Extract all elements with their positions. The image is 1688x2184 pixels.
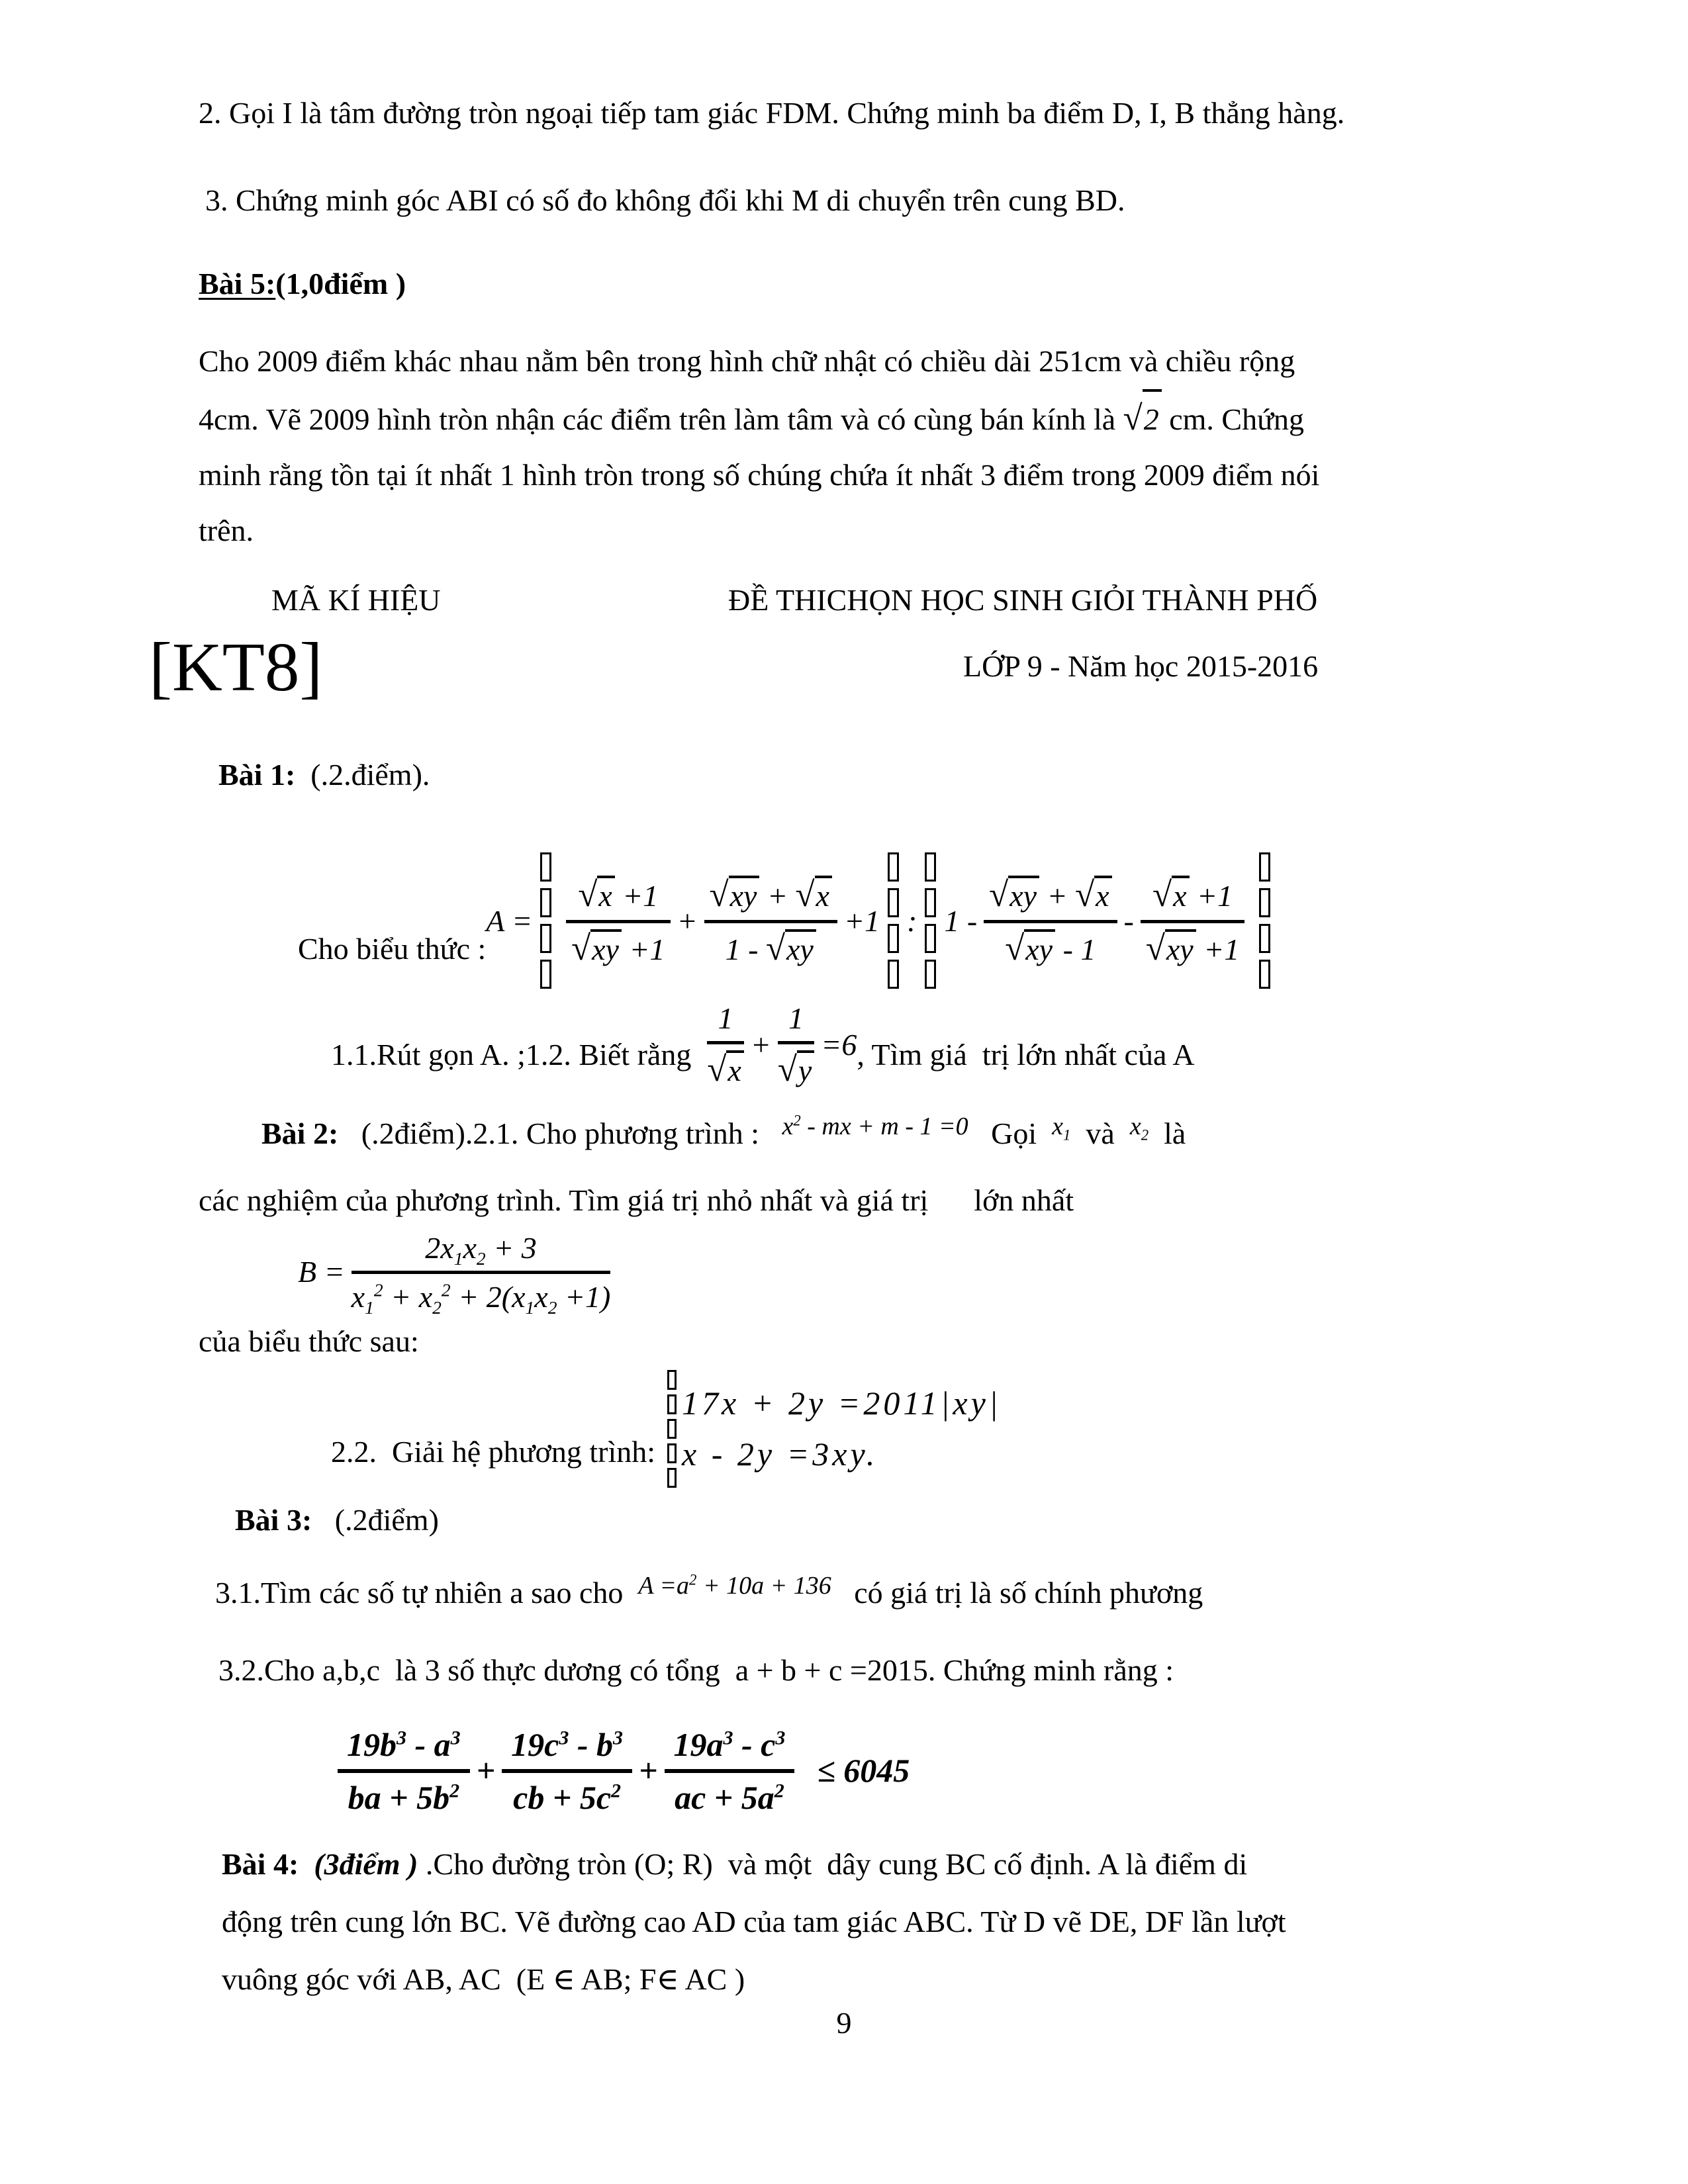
bai4-line-3: vuông góc với AB, AC (E ∈ AB; F∈ AC ) [222, 1962, 745, 1996]
bai1-lead: Cho biểu thức : [298, 932, 487, 966]
bai1-label: Bài 1: [218, 758, 296, 792]
fraction [338, 1724, 470, 1817]
system-equation-1: 17x + 2y =2011|xy| [682, 1384, 1002, 1422]
left-bracket-boxes [925, 852, 936, 989]
exam-code: [KT8] [149, 628, 323, 705]
B-formula [298, 1229, 617, 1318]
bai2-va: và [1086, 1116, 1115, 1150]
fraction-numerator: $19c^3 - b^3$ [502, 1724, 632, 1773]
bai1-condition-formula [700, 999, 857, 1089]
bai2-intro: (.2điểm).2.1. Cho phương trình : [361, 1116, 759, 1150]
fraction [502, 1724, 632, 1817]
fraction-denominator: cb + $5c^2$ [513, 1779, 622, 1816]
fraction-denominator: 1 - √ xy [704, 923, 837, 968]
bai2-label: Bài 2: [261, 1116, 339, 1150]
bai5-line-2-pre: 4cm. Vẽ 2009 hình tròn nhận các điểm trên làm tâm và có cùng bán kính là [199, 402, 1116, 436]
right-bracket-boxes [888, 852, 899, 989]
system-equation-2: x - 2y =3xy. [682, 1435, 878, 1473]
fraction-denominator: $x_1^2 + x_2^2 + 2(x_1x_2 +1)$ [351, 1279, 611, 1318]
minus-operator: - [1123, 903, 1134, 938]
fraction-numerator: $19a^3 - c^3$ [665, 1724, 795, 1773]
bai5-points: (1,0điểm ) [275, 267, 406, 300]
less-equal-6045: ≤ 6045 [817, 1752, 910, 1789]
bai1-q1: 1.1.Rút gọn A. ;1.2. Biết rằng [331, 1038, 692, 1071]
division-colon: : [907, 903, 917, 938]
x2-symbol: x2 [1129, 1113, 1149, 1144]
bai4-paragraph [199, 1835, 1529, 2008]
bai5-line-1: Cho 2009 điểm khác nhau nằm bên trong hình chữ nhật có chiều dài 251cm và chiều rộng [199, 344, 1295, 378]
intro-item-3: 3. Chứng minh góc ABI có số đo không đổi khi M di chuyển trên cung BD. [205, 183, 1125, 217]
bai2-line-3: của biểu thức sau: [199, 1324, 419, 1358]
bai2-B-formula-row [199, 1229, 1529, 1318]
bai1-formula-row [199, 852, 1529, 989]
bai5-line-2-post: cm. Chứng [1169, 402, 1304, 436]
fraction [704, 874, 837, 968]
fraction-numerator: √ xy + √ x [984, 874, 1117, 923]
plus-one-term: +1 [843, 903, 880, 938]
bai1-points: (.2.điểm). [310, 758, 430, 792]
fraction-numerator: √ x +1 [1141, 874, 1244, 923]
bai2-quadratic-equation: x2 - mx + m - 1 =0 [782, 1112, 968, 1140]
fraction-numerator: 1 [707, 999, 743, 1044]
x1-symbol: x1 [1052, 1113, 1071, 1144]
bai4-line-1-text: .Cho đường tròn (O; R) và một dây cung BC cố định. A là điểm di [425, 1847, 1248, 1881]
bai2-la: là [1164, 1116, 1186, 1150]
fraction [1141, 874, 1244, 968]
fraction-numerator: √ x +1 [566, 874, 670, 923]
bai1-formula-A [486, 852, 1278, 989]
formula-A-lhs: A = [486, 903, 533, 938]
exam-code-label: MÃ KÍ HIỆU [271, 583, 441, 617]
bai2-goi: Gọi [991, 1116, 1037, 1150]
bai3-A-equation: A =a2 + 10a + 136 [638, 1571, 831, 1600]
intro-item-2: 2. Gọi I là tâm đường tròn ngoại tiếp tam giác FDM. Chứng minh ba điểm D, I, B thẳng hàng. [199, 96, 1345, 130]
fraction [351, 1229, 611, 1318]
fraction-denominator: √ xy - 1 [984, 923, 1117, 968]
equals-six: =6 [821, 1027, 857, 1062]
bai4-line-1 [222, 1835, 1529, 1893]
bai5-line-3: minh rằng tồn tại ít nhất 1 hình tròn trong số chúng chứa ít nhất 3 điểm trong 2009 điểm nói [199, 458, 1320, 492]
bai3-points: (.2điểm) [334, 1503, 439, 1537]
bai4-line-2: động trên cung lớn BC. Vẽ đường cao AD của tam giác ABC. Từ D vẽ DE, DF lần lượt [222, 1905, 1286, 1938]
bai3-label: Bài 3: [235, 1503, 312, 1537]
fraction-numerator: 1 [778, 999, 814, 1044]
bai1-heading [199, 748, 1529, 802]
bai3-heading [199, 1493, 1529, 1547]
bai2-system-row [199, 1370, 1529, 1488]
bai3-inequality-row [199, 1724, 1529, 1817]
bai5-line-4: trên. [199, 514, 254, 547]
bai3-q31b: có giá trị là số chính phương [854, 1576, 1203, 1610]
bai2-heading-row [199, 1107, 1529, 1163]
one-minus-term: 1 - [944, 903, 978, 938]
exam-subtitle: LỚP 9 - Năm học 2015-2016 [963, 649, 1319, 683]
bai3-q31-row [199, 1563, 1529, 1625]
brace-boxes [667, 1370, 677, 1488]
inequality-formula [331, 1724, 910, 1817]
fraction-numerator: √ xy + √ x [704, 874, 837, 923]
bai3-q32: 3.2.Cho a,b,c là 3 số thực dương có tổng a + b + c =2015. Chứng minh rằng : [218, 1653, 1174, 1687]
exam-title-block [622, 573, 1529, 707]
sqrt-2-radical: √ 2 [1123, 402, 1162, 436]
bai1-q2: , Tìm giá trị lớn nhất của A [857, 1038, 1195, 1071]
bai4-points: (3điểm ) [314, 1847, 418, 1881]
B-lhs: B = [298, 1255, 345, 1289]
bai1-question-row [199, 999, 1529, 1089]
fraction [665, 1724, 795, 1817]
left-bracket-boxes [540, 852, 551, 989]
bai3-q31a: 3.1.Tìm các số tự nhiên a sao cho [215, 1576, 624, 1610]
fraction-denominator: √ xy +1 [566, 923, 670, 968]
fraction-numerator: $2x_1x_2 + 3$ [352, 1229, 611, 1274]
plus-operator: + [750, 1027, 771, 1062]
fraction-numerator: $19b^3 - a^3$ [338, 1724, 470, 1773]
right-bracket-boxes [1259, 852, 1270, 989]
fraction-denominator: √ y [778, 1044, 814, 1089]
fraction [778, 999, 814, 1089]
fraction-denominator: ac + $5a^2$ [675, 1779, 784, 1816]
plus-operator: + [677, 903, 698, 938]
fraction-denominator: ba + $5b^2$ [348, 1779, 460, 1816]
bai4-label: Bài 4: [222, 1847, 299, 1881]
plus-operator: + [476, 1752, 496, 1789]
fraction-denominator: √ x [707, 1044, 743, 1089]
page-number: 9 [836, 2006, 852, 2040]
fraction [984, 874, 1117, 968]
fraction-denominator: √ xy +1 [1141, 923, 1244, 968]
exam-code-block [149, 573, 622, 707]
bai5-label: Bài 5: [199, 267, 276, 300]
bai5-heading [199, 257, 1529, 311]
bai5-paragraph [199, 334, 1529, 559]
bai2-line-2: các nghiệm của phương trình. Tìm giá trị nhỏ nhất và giá trị lớn nhất [199, 1183, 1074, 1217]
exam-header [149, 573, 1529, 707]
system-equations [682, 1385, 1002, 1474]
plus-operator: + [639, 1752, 658, 1789]
fraction [707, 999, 743, 1089]
system-of-equations [662, 1370, 1002, 1488]
bai5-line-2 [199, 389, 1529, 447]
fraction [566, 874, 670, 968]
bai2-q22: 2.2. Giải hệ phương trình: [331, 1435, 656, 1469]
exam-title: ĐỀ THICHỌN HỌC SINH GIỎI THÀNH PHỐ [728, 583, 1318, 617]
bai2-line-3-row [199, 1314, 1529, 1369]
